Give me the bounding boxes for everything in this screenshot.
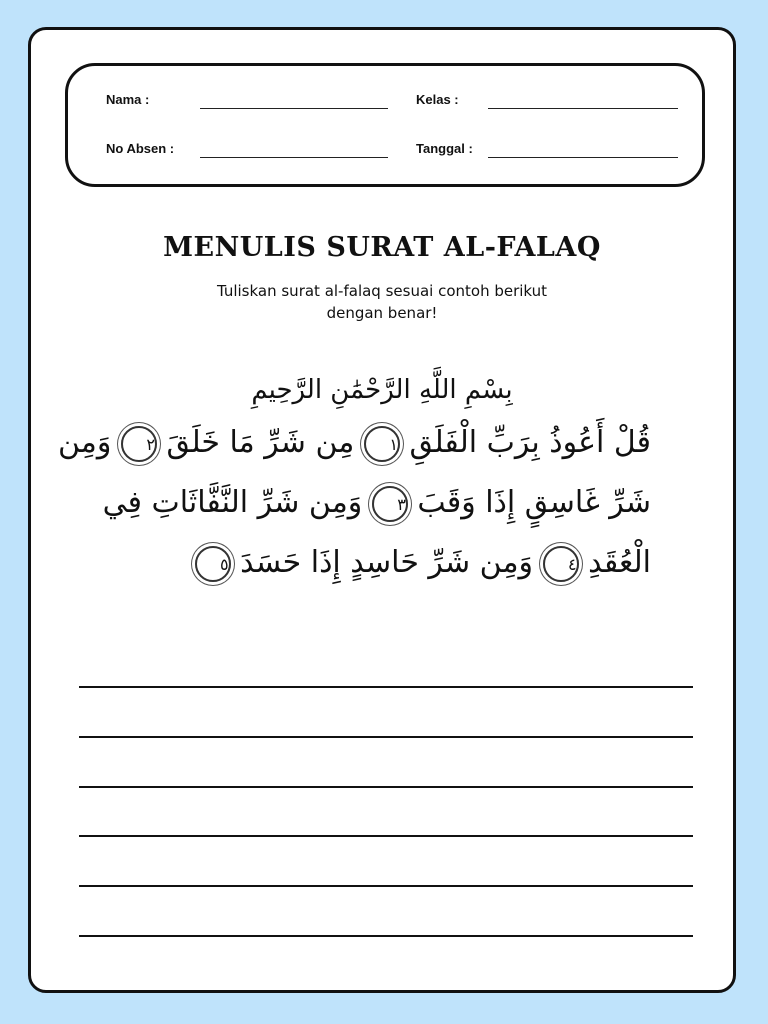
instruction-text — [161, 280, 603, 324]
class-label: Kelas : — [416, 92, 459, 107]
writing-line[interactable] — [79, 786, 693, 788]
verse-line-3 — [123, 545, 651, 582]
student-info-box — [65, 63, 705, 187]
verse-2-text: مِن شَرِّ مَا خَلَقَ — [166, 425, 355, 460]
date-input-line[interactable] — [488, 157, 678, 158]
writing-line[interactable] — [79, 686, 693, 688]
verse-line-2 — [102, 485, 651, 522]
instruction-line-1: Tuliskan surat al-falaq sesuai contoh berikut — [216, 282, 548, 300]
verse-marker-2: ٢ — [121, 426, 157, 462]
verse-3-start: وَمِن — [57, 425, 112, 460]
name-label: Nama : — [106, 92, 150, 107]
writing-line[interactable] — [79, 835, 693, 837]
instruction-line-2: dengan benar! — [326, 304, 438, 322]
verse-1-text: قُلْ أَعُوذُ بِرَبِّ الْفَلَقِ — [409, 425, 651, 460]
basmala: بِسْمِ اللَّهِ الرَّحْمَٰنِ الرَّحِيمِ — [251, 375, 513, 405]
name-input-line[interactable] — [200, 108, 388, 109]
writing-line[interactable] — [79, 736, 693, 738]
page-title: MENULIS SURAT AL-FALAQ — [163, 232, 601, 263]
date-label: Tanggal : — [416, 141, 473, 156]
verse-line-1 — [57, 425, 651, 462]
writing-line[interactable] — [79, 885, 693, 887]
verse-4-end: الْعُقَدِ — [588, 545, 651, 580]
verse-3-text: شَرِّ غَاسِقٍ إِذَا وَقَبَ — [417, 485, 651, 520]
verse-4-text: وَمِن شَرِّ النَّفَّاثَاتِ فِي — [102, 485, 363, 520]
verse-5-text: وَمِن شَرِّ حَاسِدٍ إِذَا حَسَدَ — [240, 545, 534, 580]
writing-line[interactable] — [79, 935, 693, 937]
verse-marker-3: ٣ — [372, 486, 408, 522]
verse-marker-5: ٥ — [195, 546, 231, 582]
verse-marker-1: ١ — [364, 426, 400, 462]
verse-marker-4: ٤ — [543, 546, 579, 582]
worksheet — [28, 27, 736, 993]
absen-input-line[interactable] — [200, 157, 388, 158]
absen-label: No Absen : — [106, 141, 175, 156]
class-input-line[interactable] — [488, 108, 678, 109]
